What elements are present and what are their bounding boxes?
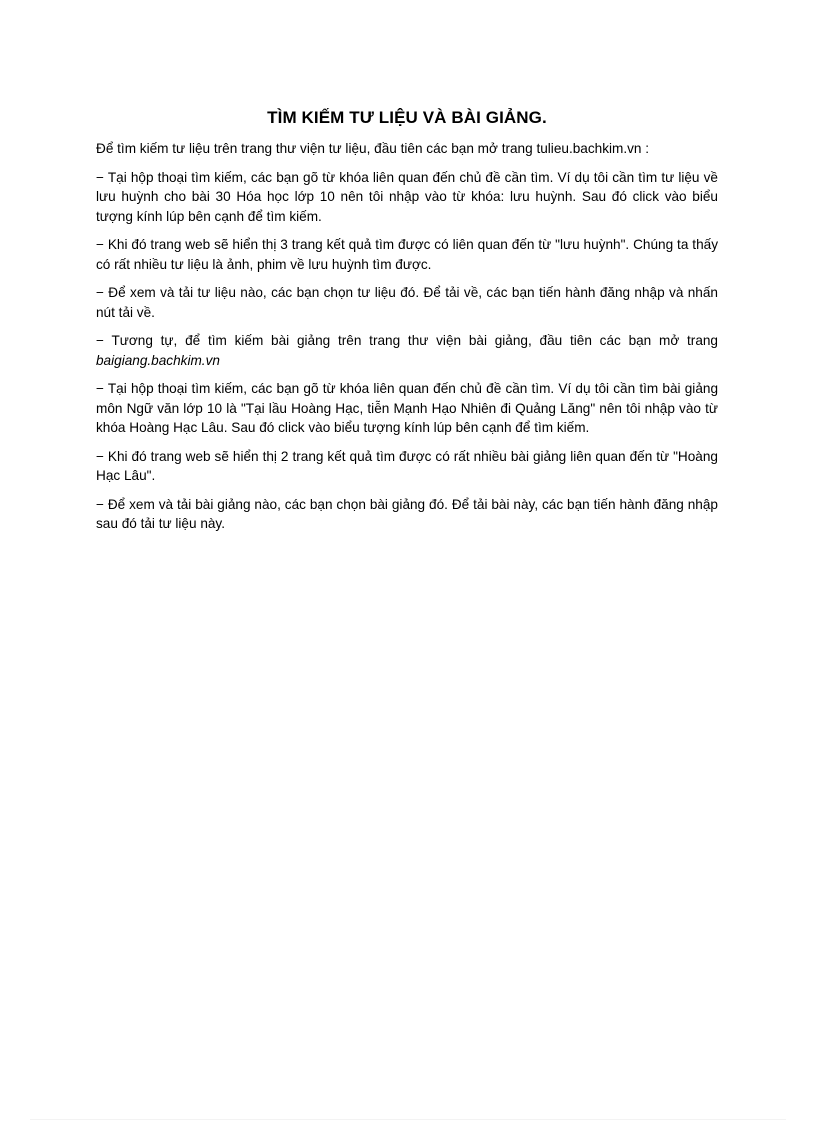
paragraph-results-tulieu: − Khi đó trang web sẽ hiển thị 3 trang kết quả tìm được có liên quan đến từ "lưu huỳnh". Chúng ta thấy có rất nhiều tư liệu là ảnh, phim về lưu huỳnh tìm được. — [96, 237, 718, 272]
paragraph-results-baigiang: − Khi đó trang web sẽ hiển thị 2 trang kết quả tìm được có rất nhiều bài giảng liên quan đến từ "Hoàng Hạc Lâu". — [96, 448, 718, 483]
document-page — [96, 108, 718, 543]
page-bottom-divider — [30, 1119, 786, 1120]
paragraph-baigiang-intro-text: − Tương tự, để tìm kiếm bài giảng trên trang thư viện bài giảng, đầu tiên các bạn mở trang — [96, 333, 718, 348]
paragraph-search-tulieu: − Tại hộp thoại tìm kiếm, các bạn gõ từ khóa liên quan đến chủ đề cần tìm. Ví dụ tôi cần tìm tư liệu về lưu huỳnh cho bài 30 Hóa học lớp 10 nên tôi nhập vào từ khóa: lưu huỳnh. Sau đó click vào biểu tượng kính lúp bên cạnh để tìm kiếm. — [96, 169, 718, 224]
baigiang-link: baigiang.bachkim.vn — [96, 352, 220, 368]
paragraph-intro: Để tìm kiếm tư liệu trên trang thư viện tư liệu, đầu tiên các bạn mở trang tulieu.bachkim.vn : — [96, 141, 650, 156]
paragraph-download-tulieu: − Để xem và tải tư liệu nào, các bạn chọn tư liệu đó. Để tải về, các bạn tiến hành đăng nhập và nhấn nút tải về. — [96, 285, 718, 320]
paragraph-search-baigiang: − Tại hộp thoại tìm kiếm, các bạn gõ từ khóa liên quan đến chủ đề cần tìm. Ví dụ tôi cần tìm bài giảng môn Ngữ văn lớp 10 là "Tại lầu Hoàng Hạc, tiễn Mạnh Hạo Nhiên đi Quảng Lăng" nên tôi nhập vào từ khóa Hoàng Hạc Lâu. Sau đó click vào biểu tượng kính lúp bên cạnh để tìm kiếm. — [96, 381, 718, 435]
paragraph-download-baigiang: − Để xem và tải bài giảng nào, các bạn chọn bài giảng đó. Để tải bài này, các bạn tiến hành đăng nhập sau đó tải tư liệu này. — [96, 496, 718, 531]
paragraph-baigiang-intro — [96, 331, 718, 370]
document-title: TÌM KIẾM TƯ LIỆU VÀ BÀI GIẢNG. — [267, 108, 547, 127]
